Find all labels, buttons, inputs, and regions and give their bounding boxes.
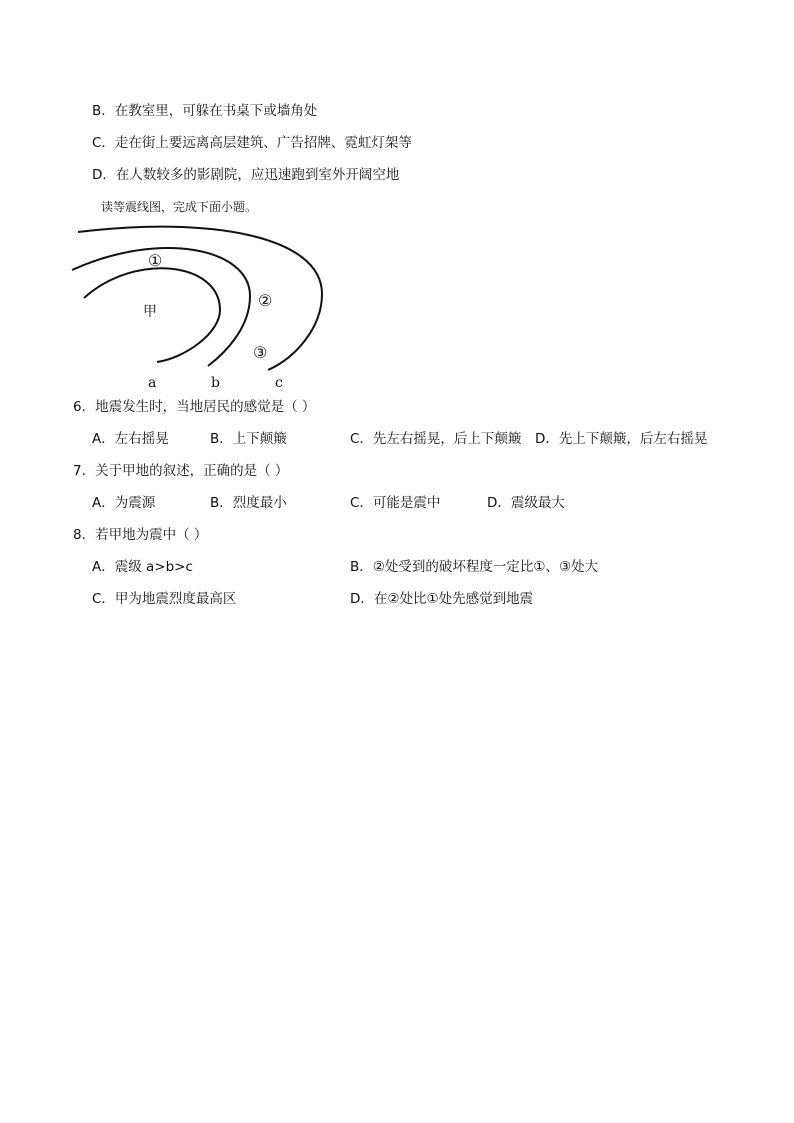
q8-option-c: C．甲为地震烈度最高区: [92, 591, 237, 607]
q6-option-b: B．上下颠簸: [210, 431, 287, 447]
q6-option-d: D．先上下颠簸，后左右摇晃: [535, 431, 708, 447]
question-8-stem: 8．若甲地为震中（ ）: [73, 527, 208, 543]
q7-option-a: A．为震源: [92, 495, 156, 511]
q8-option-a: A．震级 a>b>c: [92, 559, 193, 575]
prev-option-b: B．在教室里，可躲在书桌下或墙角处: [92, 103, 318, 119]
isoseismal-line-c: [78, 227, 322, 370]
isoseismal-diagram: [60, 218, 340, 396]
prev-option-c: C．走在街上要远离高层建筑、广告招牌、霓虹灯架等: [92, 135, 412, 151]
q8-option-b: B．②处受到的破坏程度一定比①、③处大: [350, 559, 599, 575]
region-label-jia: 甲: [143, 304, 157, 320]
q7-option-d: D．震级最大: [487, 495, 565, 511]
curve-label-a: a: [148, 375, 157, 391]
q7-option-c: C．可能是震中: [350, 495, 441, 511]
prev-option-d: D．在人数较多的影剧院，应迅速跑到室外开阔空地: [92, 167, 400, 183]
q7-option-b: B．烈度最小: [210, 495, 287, 511]
question-6-stem: 6．地震发生时，当地居民的感觉是（ ）: [73, 399, 316, 415]
curve-label-b: b: [211, 375, 220, 391]
curve-label-c: c: [275, 375, 283, 391]
point-label-2: ②: [258, 291, 273, 310]
point-label-1: ①: [148, 251, 163, 270]
q6-option-a: A．左右摇晃: [92, 431, 169, 447]
point-label-3: ③: [253, 343, 268, 362]
question-7-stem: 7．关于甲地的叙述，正确的是（ ）: [73, 463, 289, 479]
q6-option-c: C．先左右摇晃，后上下颠簸: [350, 431, 522, 447]
q8-option-d: D．在②处比①处先感觉到地震: [350, 591, 534, 607]
isoseismal-figure: [60, 218, 340, 396]
reading-instruction: 读等震线图，完成下面小题。: [101, 200, 258, 214]
